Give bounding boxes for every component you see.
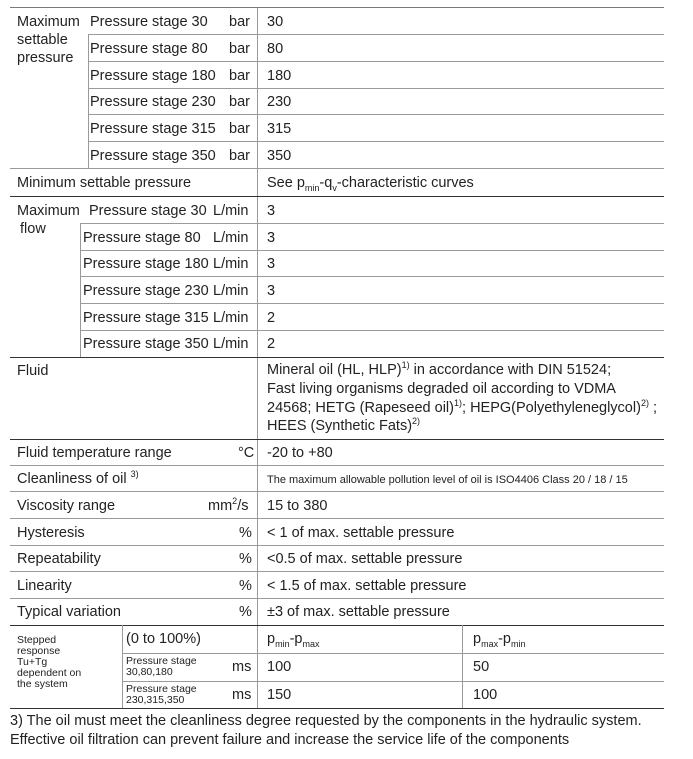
hysteresis-value: < 1 of max. settable pressure bbox=[267, 525, 455, 541]
max-flow-label-2: flow bbox=[20, 221, 46, 237]
max-pressure-label-1: Maximum bbox=[17, 14, 80, 30]
row-line bbox=[10, 439, 664, 440]
max-pressure-value: 80 bbox=[267, 41, 284, 57]
max-flow-subdivider bbox=[80, 223, 81, 357]
max-pressure-stage: Pressure stage 350 bbox=[90, 148, 216, 164]
max-pressure-unit: bar bbox=[229, 148, 250, 164]
fluid-temp-unit: °C bbox=[238, 445, 255, 461]
row-line bbox=[10, 625, 664, 626]
viscosity-label: Viscosity range bbox=[17, 498, 116, 514]
stepped-row2-stage-1: Pressure stage bbox=[126, 683, 197, 695]
max-flow-value: 3 bbox=[267, 230, 276, 246]
max-pressure-unit: bar bbox=[229, 94, 250, 110]
repeatability-value: <0.5 of max. settable pressure bbox=[267, 551, 463, 567]
row-line bbox=[80, 303, 664, 304]
stepped-row1-stage-2: 30,80,180 bbox=[126, 666, 173, 678]
cleanliness-value: The maximum allowable pollution level of oil is ISO4406 Class 20 / 18 / 15 bbox=[267, 474, 628, 486]
max-pressure-unit: bar bbox=[229, 121, 250, 137]
max-pressure-value: 315 bbox=[267, 121, 292, 137]
hysteresis-unit: % bbox=[239, 525, 252, 541]
max-pressure-label-3: pressure bbox=[17, 50, 74, 66]
max-pressure-unit: bar bbox=[229, 14, 250, 30]
max-flow-unit: L/min bbox=[213, 230, 249, 246]
typical-variation-unit: % bbox=[239, 604, 252, 620]
max-flow-value: 2 bbox=[267, 310, 276, 326]
stepped-subdivider bbox=[122, 625, 123, 708]
linearity-label: Linearity bbox=[17, 578, 72, 594]
footnote-line-2: Effective oil filtration can prevent failure and increase the service life of the components bbox=[10, 732, 570, 748]
stepped-label-1: Stepped bbox=[17, 634, 57, 646]
row-line bbox=[10, 598, 664, 599]
max-pressure-stage: Pressure stage 180 bbox=[90, 68, 216, 84]
max-flow-stage: Pressure stage 30 bbox=[89, 203, 207, 219]
footnote bbox=[10, 712, 642, 750]
max-pressure-value: 30 bbox=[267, 14, 284, 30]
stepped-row2-value-1: 150 bbox=[267, 687, 292, 703]
max-flow-unit: L/min bbox=[213, 283, 249, 299]
spec-table bbox=[10, 7, 664, 709]
stepped-col1-header: $p_{min}-p_{max}$ bbox=[267, 631, 320, 649]
stepped-value-divider bbox=[462, 625, 463, 708]
stepped-row1-value-1: 100 bbox=[267, 659, 292, 675]
max-pressure-subdivider bbox=[88, 35, 89, 168]
linearity-unit: % bbox=[239, 578, 252, 594]
row-line bbox=[10, 518, 664, 519]
max-flow-stage: Pressure stage 80 bbox=[83, 230, 201, 246]
typical-variation-value: ±3 of max. settable pressure bbox=[267, 604, 450, 620]
max-flow-unit: L/min bbox=[213, 256, 249, 272]
stepped-range: (0 to 100%) bbox=[126, 631, 201, 647]
hysteresis-label: Hysteresis bbox=[17, 525, 85, 541]
max-pressure-stage: Pressure stage 80 bbox=[90, 41, 208, 57]
stepped-label-2: response bbox=[17, 645, 61, 657]
stepped-row2-stage-2: 230,315,350 bbox=[126, 694, 185, 706]
row-line bbox=[80, 250, 664, 251]
row-line bbox=[88, 88, 664, 89]
stepped-col2-header: $p_{max}-p_{min}$ bbox=[473, 631, 526, 649]
max-flow-stage: Pressure stage 180 bbox=[83, 256, 209, 272]
typical-variation-label: Typical variation bbox=[17, 604, 121, 620]
max-pressure-label-2: settable bbox=[17, 32, 68, 48]
fluid-label: Fluid bbox=[17, 363, 49, 379]
max-pressure-value: 350 bbox=[267, 148, 292, 164]
stepped-label-5: the system bbox=[17, 678, 68, 690]
fluid-line-2: Fast living organisms degraded oil according to VDMA bbox=[267, 381, 616, 397]
max-flow-value: 2 bbox=[267, 336, 276, 352]
row-line bbox=[88, 34, 664, 35]
stepped-row1-stage-1: Pressure stage bbox=[126, 655, 197, 667]
max-flow-stage: Pressure stage 230 bbox=[83, 283, 209, 299]
row-line bbox=[80, 276, 664, 277]
stepped-row2-value-2: 100 bbox=[473, 687, 498, 703]
fluid-line-4: HEES (Synthetic Fats)$^{2)}$ bbox=[267, 416, 421, 434]
row-line bbox=[88, 114, 664, 115]
row-line bbox=[88, 141, 664, 142]
min-pressure-value: See $p_{min}-q_v$-characteristic curves bbox=[267, 175, 474, 193]
stepped-row2-unit: ms bbox=[232, 687, 252, 703]
max-flow-value: 3 bbox=[267, 203, 276, 219]
column-divider bbox=[257, 8, 258, 708]
fluid-line-3: 24568; HETG (Rapeseed oil)$^{1)}$; HEPG(Polyethyleneglycol)$^{2)}$ ; bbox=[267, 398, 658, 416]
row-line bbox=[122, 653, 664, 654]
row-line bbox=[10, 491, 664, 492]
max-pressure-stage: Pressure stage 315 bbox=[90, 121, 216, 137]
max-flow-label-1: Maximum bbox=[17, 203, 80, 219]
row-line bbox=[10, 357, 664, 358]
row-line bbox=[10, 545, 664, 546]
max-pressure-stage: Pressure stage 230 bbox=[90, 94, 216, 110]
row-line bbox=[10, 196, 664, 197]
max-flow-stage: Pressure stage 350 bbox=[83, 336, 209, 352]
linearity-value: < 1.5 of max. settable pressure bbox=[267, 578, 467, 594]
max-flow-stage: Pressure stage 315 bbox=[83, 310, 209, 326]
max-pressure-value: 180 bbox=[267, 68, 292, 84]
fluid-line-1: Mineral oil (HL, HLP)$^{1)}$ in accordance with DIN 51524; bbox=[267, 360, 612, 378]
min-pressure-label: Minimum settable pressure bbox=[17, 175, 192, 191]
fluid-temp-value: -20 to +80 bbox=[267, 445, 333, 461]
row-line bbox=[88, 61, 664, 62]
row-line bbox=[10, 168, 664, 169]
viscosity-unit: $mm^2/s$ bbox=[208, 496, 249, 514]
row-line bbox=[122, 681, 664, 682]
cleanliness-label: Cleanliness of oil $^{3)}$ bbox=[17, 469, 139, 487]
stepped-label-4: dependent on bbox=[17, 667, 82, 679]
max-flow-unit: L/min bbox=[213, 203, 249, 219]
row-line bbox=[80, 223, 664, 224]
viscosity-value: 15 to 380 bbox=[267, 498, 328, 514]
stepped-label-3: Tu+Tg bbox=[17, 656, 48, 668]
max-flow-value: 3 bbox=[267, 283, 276, 299]
max-pressure-stage: Pressure stage 30 bbox=[90, 14, 208, 30]
max-flow-unit: L/min bbox=[213, 310, 249, 326]
max-pressure-unit: bar bbox=[229, 41, 250, 57]
row-line bbox=[80, 330, 664, 331]
max-flow-value: 3 bbox=[267, 256, 276, 272]
repeatability-unit: % bbox=[239, 551, 252, 567]
repeatability-label: Repeatability bbox=[17, 551, 101, 567]
row-line bbox=[10, 465, 664, 466]
fluid-temp-label: Fluid temperature range bbox=[17, 445, 172, 461]
stepped-row1-value-2: 50 bbox=[473, 659, 490, 675]
row-line bbox=[10, 571, 664, 572]
max-flow-unit: L/min bbox=[213, 336, 249, 352]
max-pressure-unit: bar bbox=[229, 68, 250, 84]
max-pressure-value: 230 bbox=[267, 94, 292, 110]
stepped-row1-unit: ms bbox=[232, 659, 252, 675]
footnote-line-1: 3) The oil must meet the cleanliness degree requested by the components in the hydraulic system. bbox=[10, 713, 642, 729]
